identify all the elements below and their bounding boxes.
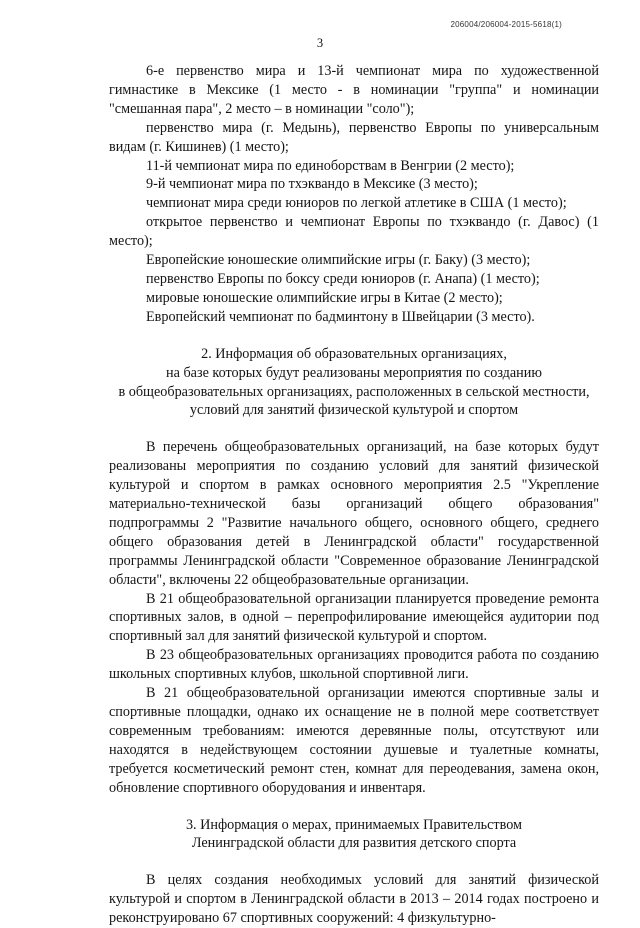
paragraph: В перечень общеобразовательных организаций, на базе которых будут реализованы мероприятия по созданию условий для занятий физической культурой и спортом в рамках основного мероприятия 2.5 "Укрепление материально-технической базы организаций общего образования" подпрограммы 2 "Развитие начального общего, основного общего, среднего общего образования детей в Ленинградской области" государственной программы Ленинградской области "Современное образование Ленинградской области", включены 22 общеобразовательные организации. xyxy=(109,439,599,588)
section-3-heading xyxy=(109,816,599,854)
heading-line: в общеобразовательных организациях, расположенных в сельской местности, xyxy=(118,383,590,400)
list-item: Европейские юношеские олимпийские игры (г. Баку) (3 место); xyxy=(146,252,531,269)
heading-line: Ленинградской области для развития детского спорта xyxy=(191,835,517,852)
list-item: чемпионат мира среди юниоров по легкой атлетике в США (1 место); xyxy=(146,195,567,212)
list-item: Европейский чемпионат по бадминтону в Швейцарии (3 место). xyxy=(146,308,535,325)
paragraph: В целях создания необходимых условий для занятий физической культурой и спортом в Ленинградской области в 2013 – 2014 годах построено и реконструировано 67 спортивных сооружений: 4 физкультурно- xyxy=(109,872,599,927)
paragraph: В 23 общеобразовательных организациях проводится работа по созданию школьных спортивных клубов, школьной спортивной лиги. xyxy=(109,647,599,683)
heading-line: условий для занятий физической культурой и спортом xyxy=(189,402,519,419)
list-item: 6-е первенство мира и 13-й чемпионат мира по художественной гимнастике в Мексике (1 место - в номинации "группа" и номинации "смешанная пара", 2 место – в номинации "соло"); xyxy=(109,63,599,117)
page-number: 3 xyxy=(316,36,324,50)
document-body xyxy=(109,62,599,928)
document-id: 206004/206004-2015-5618(1) xyxy=(450,20,562,29)
list-item: первенство мира (г. Медынь), первенство Европы по универсальным видам (г. Кишинев) (1 место); xyxy=(109,119,599,155)
paragraph: В 21 общеобразовательной организации планируется проведение ремонта спортивных залов, в одной – перепрофилирование имеющейся аудитории под спортивный зал для занятий физической культурой и спортом. xyxy=(109,590,599,645)
list-item: мировые юношеские олимпийские игры в Китае (2 место); xyxy=(146,289,503,306)
achievements-list xyxy=(109,62,599,327)
section-3-body xyxy=(109,871,599,928)
paragraph: В 21 общеобразовательной организации имеются спортивные залы и спортивные площадки, однако их оснащение не в полной мере соответствует современным требованиям: имеются деревянные полы, отсутствуют или находятся в недействующем состоянии душевые и туалетные комнаты, требуется косметический ремонт стен, комнат для переодевания, замена окон, обновление спортивного оборудования и инвентаря. xyxy=(109,685,599,796)
list-item: 11-й чемпионат мира по единоборствам в Венгрии (2 место); xyxy=(146,157,515,174)
list-item: открытое первенство и чемпионат Европы по тхэквандо (г. Давос) (1 место); xyxy=(109,214,599,250)
heading-line: 2. Информация об образовательных организациях, xyxy=(201,345,507,362)
section-2-heading xyxy=(109,345,599,421)
list-item: 9-й чемпионат мира по тхэквандо в Мексике (3 место); xyxy=(146,176,478,193)
heading-line: на базе которых будут реализованы мероприятия по созданию xyxy=(166,364,542,381)
heading-line: 3. Информация о мерах, принимаемых Правительством xyxy=(185,816,523,833)
list-item: первенство Европы по боксу среди юниоров (г. Анапа) (1 место); xyxy=(146,270,540,287)
section-2-body xyxy=(109,438,599,797)
